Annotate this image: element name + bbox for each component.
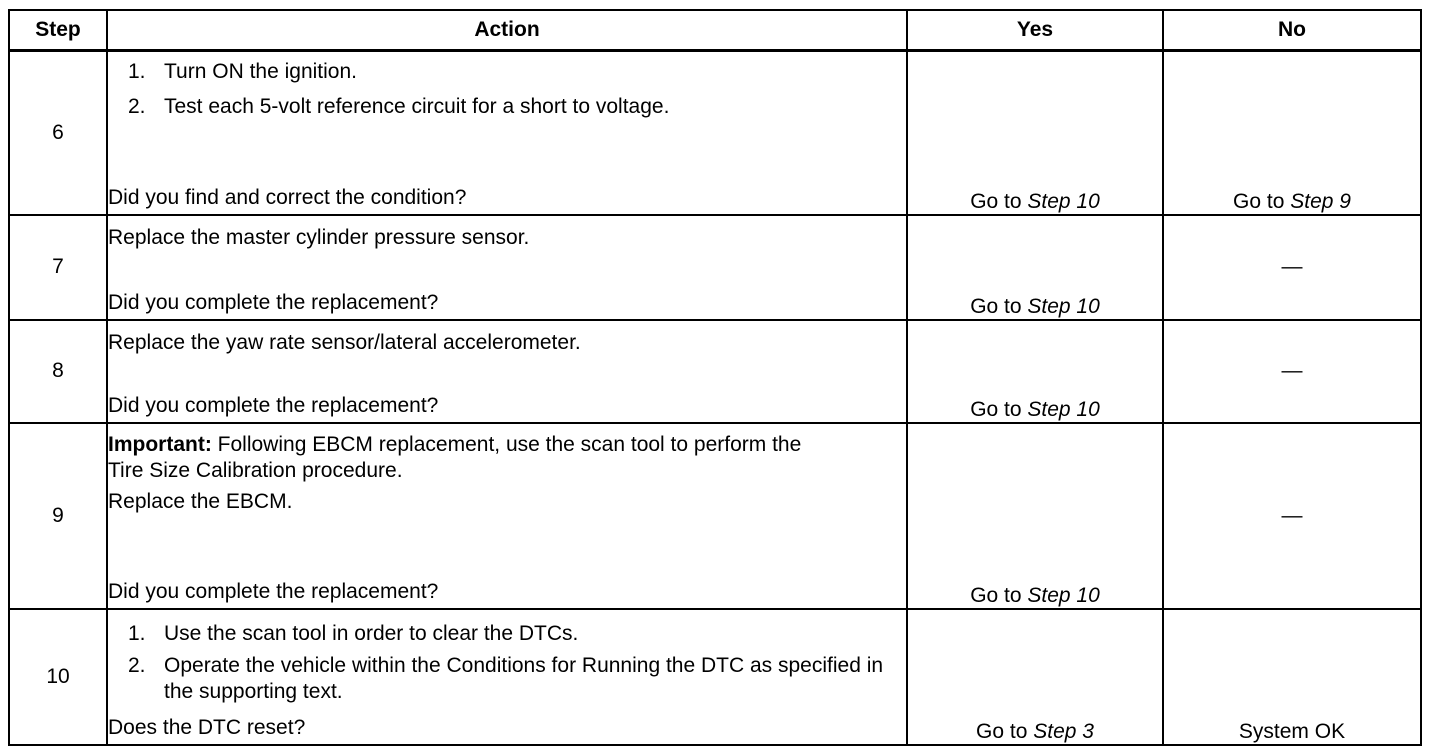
table-row (9, 215, 1421, 320)
yes-cell: Go to Step 10 (907, 51, 1163, 215)
header-yes: Yes (907, 10, 1163, 51)
instruction-list (108, 52, 906, 120)
question-text: Did you complete the replacement? (108, 290, 439, 314)
question-text: Did you complete the replacement? (108, 393, 439, 417)
yes-cell: Go to Step 10 (907, 320, 1163, 423)
table-row (9, 609, 1421, 745)
yes-cell: Go to Step 10 (907, 215, 1163, 320)
header-row (9, 10, 1421, 51)
no-cell: — (1163, 215, 1421, 320)
step-reference-link[interactable]: Step 10 (1027, 583, 1100, 607)
instruction-text: Replace the EBCM. (108, 489, 293, 513)
table-row (9, 51, 1421, 215)
no-cell: System OK (1163, 609, 1421, 745)
action-cell (107, 423, 907, 609)
diagnostic-table (8, 9, 1422, 746)
question-text: Does the DTC reset? (108, 715, 306, 739)
action-cell (107, 609, 907, 745)
no-cell: — (1163, 423, 1421, 609)
step-number: 8 (9, 320, 107, 423)
step-reference-link[interactable]: Step 10 (1027, 397, 1100, 421)
table-row (9, 423, 1421, 609)
header-action: Action (107, 10, 907, 51)
yes-cell: Go to Step 3 (907, 609, 1163, 745)
step-number: 10 (9, 609, 107, 745)
yes-cell: Go to Step 10 (907, 423, 1163, 609)
instruction-list (108, 610, 906, 705)
step-number: 7 (9, 215, 107, 320)
list-item: 2. Test each 5-volt reference circuit for a short to voltage. (128, 95, 670, 118)
table-row (9, 320, 1421, 423)
step-reference-link[interactable]: Step 9 (1290, 189, 1351, 213)
instruction-text: Replace the master cylinder pressure sensor. (108, 225, 530, 249)
step-number: 6 (9, 51, 107, 215)
action-cell (107, 215, 907, 320)
important-label: Important: (108, 432, 212, 456)
header-step: Step (9, 10, 107, 51)
step-reference-link[interactable]: Step 10 (1027, 189, 1100, 213)
step-reference-link[interactable]: Step 10 (1027, 294, 1100, 318)
list-item: 1. Use the scan tool in order to clear the DTCs. (128, 621, 579, 645)
question-text: Did you complete the replacement? (108, 579, 439, 603)
step-number: 9 (9, 423, 107, 609)
question-text: Did you find and correct the condition? (108, 185, 467, 209)
instruction-text: Replace the yaw rate sensor/lateral accelerometer. (108, 330, 581, 354)
list-item: 1. Turn ON the ignition. (128, 60, 357, 83)
action-cell (107, 320, 907, 423)
no-cell: — (1163, 320, 1421, 423)
list-item: 2. Operate the vehicle within the Conditions for Running the DTC as specified in the supporting text. (128, 653, 884, 703)
step-reference-link[interactable]: Step 3 (1033, 719, 1094, 743)
action-cell (107, 51, 907, 215)
important-note: Important: Following EBCM replacement, use the scan tool to perform the Tire Size Calibration procedure. (108, 432, 802, 482)
header-no: No (1163, 10, 1421, 51)
no-cell: Go to Step 9 (1163, 51, 1421, 215)
